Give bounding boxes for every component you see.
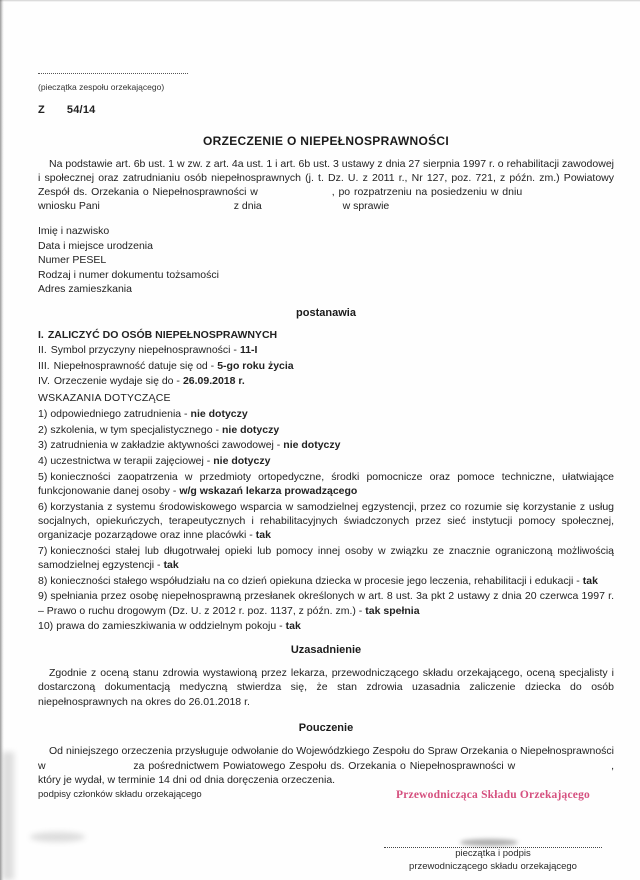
- decision-item: I. ZALICZYĆ DO OSÓB NIEPEŁNOSPRAWNYCH: [38, 328, 278, 341]
- case-number-line: [38, 103, 614, 117]
- case-number: 54/14: [66, 104, 96, 116]
- pouczenie-heading: Pouczenie: [298, 722, 354, 735]
- decision-item: II. Symbol przyczyny niepełnosprawności - 11-I: [38, 344, 258, 356]
- footer: [38, 788, 614, 873]
- intro-text-2: , po rozpatrzeniu na posiedzeniu w dniu: [331, 186, 523, 198]
- wskazania-item: 9) spełniania przez osobę niepełnosprawną przesłanek określonych w art. 8 ust. 3a pkt 2 ustawy z dnia 20 czerwca 1997 r. – Prawo o ruchu drogowym (Dz. U. z 2012 r. poz. 1137, z późn. zm.) - tak spełnia: [38, 590, 614, 617]
- wskazania-item: 4) uczestnictwa w terapii zajęciowej - nie dotyczy: [38, 455, 271, 468]
- uzasadnienie-body: Zgodnie z oceną stanu zdrowia wystawioną przez lekarza, przewodniczącego składu orzekającego, oceną specjalisty i dostarczoną dokumentacją medyczną stwierdza się, że stan zdrowia uzasadnia zaliczenie dziecka do osób niepełnosprawnych na okres do 26.01.2018 r.: [38, 666, 614, 708]
- pouczenie-text-1: Od niniejszego orzeczenia przysługuje odwołanie do Wojewódzkiego Zespołu do Spraw Orzekania o Niepełnosprawności w: [38, 745, 614, 772]
- stamp-area: [38, 64, 614, 94]
- signature-smudge: [460, 839, 518, 846]
- decision-item: III. Niepełnosprawność datuje się od - 5-go roku życia: [38, 359, 294, 372]
- signature-caption-line2: przewodniczącego składu orzekającego: [409, 860, 577, 872]
- intro-text-4: z dnia: [233, 200, 262, 212]
- stamp-dotted-line: [38, 65, 188, 74]
- blank-field: [526, 194, 614, 195]
- pouczenie-text-2: za pośrednictwem Powiatowego Zespołu ds. Orzekania o Niepełnosprawności w: [133, 759, 516, 772]
- blank-field: [519, 768, 611, 769]
- intro-text-5: w sprawie: [342, 200, 390, 212]
- blank-field: [262, 194, 332, 195]
- case-prefix: Z: [38, 104, 45, 116]
- signatures-caption: podpisy członków składu orzekającego: [38, 789, 202, 800]
- pouczenie-text-3: , który je wydał, w terminie 14 dni od dnia doręczenia orzeczenia.: [38, 759, 615, 787]
- wskazania-item: 1) odpowiedniego zatrudnienia - nie dotyczy: [38, 408, 248, 420]
- personal-field-birth: Data i miejsce urodzenia: [38, 239, 153, 252]
- intro-text-1: Na podstawie art. 6b ust. 1 w zw. z art. 4a ust. 1 i art. 6b ust. 3 ustawy z dnia 27 sierpnia 1997 r. o rehabilitacji zawodowej i społecznej oraz zatrudnianiu osób niepełnosprawnych (j. t. Dz. U. z 2011 r., Nr 127, poz. 721, z późn. zm.) Powiatowy Zespół ds. Orzekania o Niepełnosprawności w: [38, 158, 614, 198]
- uzasadnienie-heading: Uzasadnienie: [290, 643, 362, 656]
- blank-field: [103, 208, 231, 209]
- pouczenie-body: [38, 744, 614, 788]
- wskazania-item: 6) korzystania z systemu środowiskowego wsparcia w samodzielnej egzystencji, przez co rozumie się korzystanie z usług socjalnych, opiekuńczych, terapeutycznych i rehabilitacyjnych świadczonych przez sieć instytucji pomocy społecznej, organizacje pozarządowe oraz inne placówki - tak: [38, 500, 614, 542]
- blank-field: [265, 208, 340, 209]
- personal-field-pesel: Numer PESEL: [38, 254, 107, 266]
- wskazania-heading: WSKAZANIA DOTYCZĄCE: [38, 391, 171, 404]
- intro-paragraph: [38, 157, 614, 213]
- wskazania-item: 10) prawa do zamieszkiwania w oddzielnym pokoju - tak: [38, 620, 301, 633]
- signature-line-area: [372, 838, 614, 848]
- chairperson-stamp: Przewodnicząca Składu Orzekającego: [396, 789, 590, 801]
- scan-shadow-bottom-left: [2, 752, 14, 880]
- scan-edge-left: [0, 0, 4, 880]
- postanawia-heading: postanawia: [296, 306, 356, 319]
- decision-item: IV. Orzeczenie wydaje się do - 26.09.2018 r.: [38, 375, 245, 387]
- scan-edge-top: [0, 0, 640, 2]
- chairperson-signature-block: [372, 788, 614, 873]
- personal-field-id-document: Rodzaj i numer dokumentu tożsamości: [38, 268, 219, 281]
- personal-field-address: Adres zamieszkania: [38, 283, 132, 295]
- decisions-list: [38, 328, 614, 390]
- intro-text-3: wniosku Pani: [38, 200, 100, 212]
- personal-data-block: [38, 224, 614, 297]
- wskazania-item: 5) konieczności zaopatrzenia w przedmioty ortopedyczne, środki pomocnicze oraz pomoce techniczne, ułatwiające funkcjonowanie danej osoby - w/g wskazań lekarza prowadzącego: [38, 470, 614, 498]
- wskazania-item: 7) konieczności stałej lub długotrwałej opieki lub pomocy innej osoby w związku ze znacznie ograniczoną możliwością samodzielnej egzystencji - tak: [38, 544, 614, 572]
- wskazania-item: 8) konieczności stałego współudziału na co dzień opiekuna dziecka w procesie jego leczenia, rehabilitacji i edukacji - tak: [38, 574, 598, 587]
- personal-field-name: Imię i nazwisko: [38, 225, 110, 237]
- signature-caption-line1: pieczątka i podpis: [455, 848, 531, 859]
- wskazania-list: [38, 407, 614, 634]
- stamp-caption: (pieczątka zespołu orzekającego): [38, 82, 165, 92]
- wskazania-item: 2) szkolenia, w tym specjalistycznego - nie dotyczy: [38, 423, 280, 436]
- wskazania-item: 3) zatrudnienia w zakładzie aktywności zawodowej - nie dotyczy: [38, 439, 341, 452]
- page-title: ORZECZENIE O NIEPEŁNOSPRAWNOŚCI: [203, 134, 449, 148]
- blank-field: [49, 768, 129, 769]
